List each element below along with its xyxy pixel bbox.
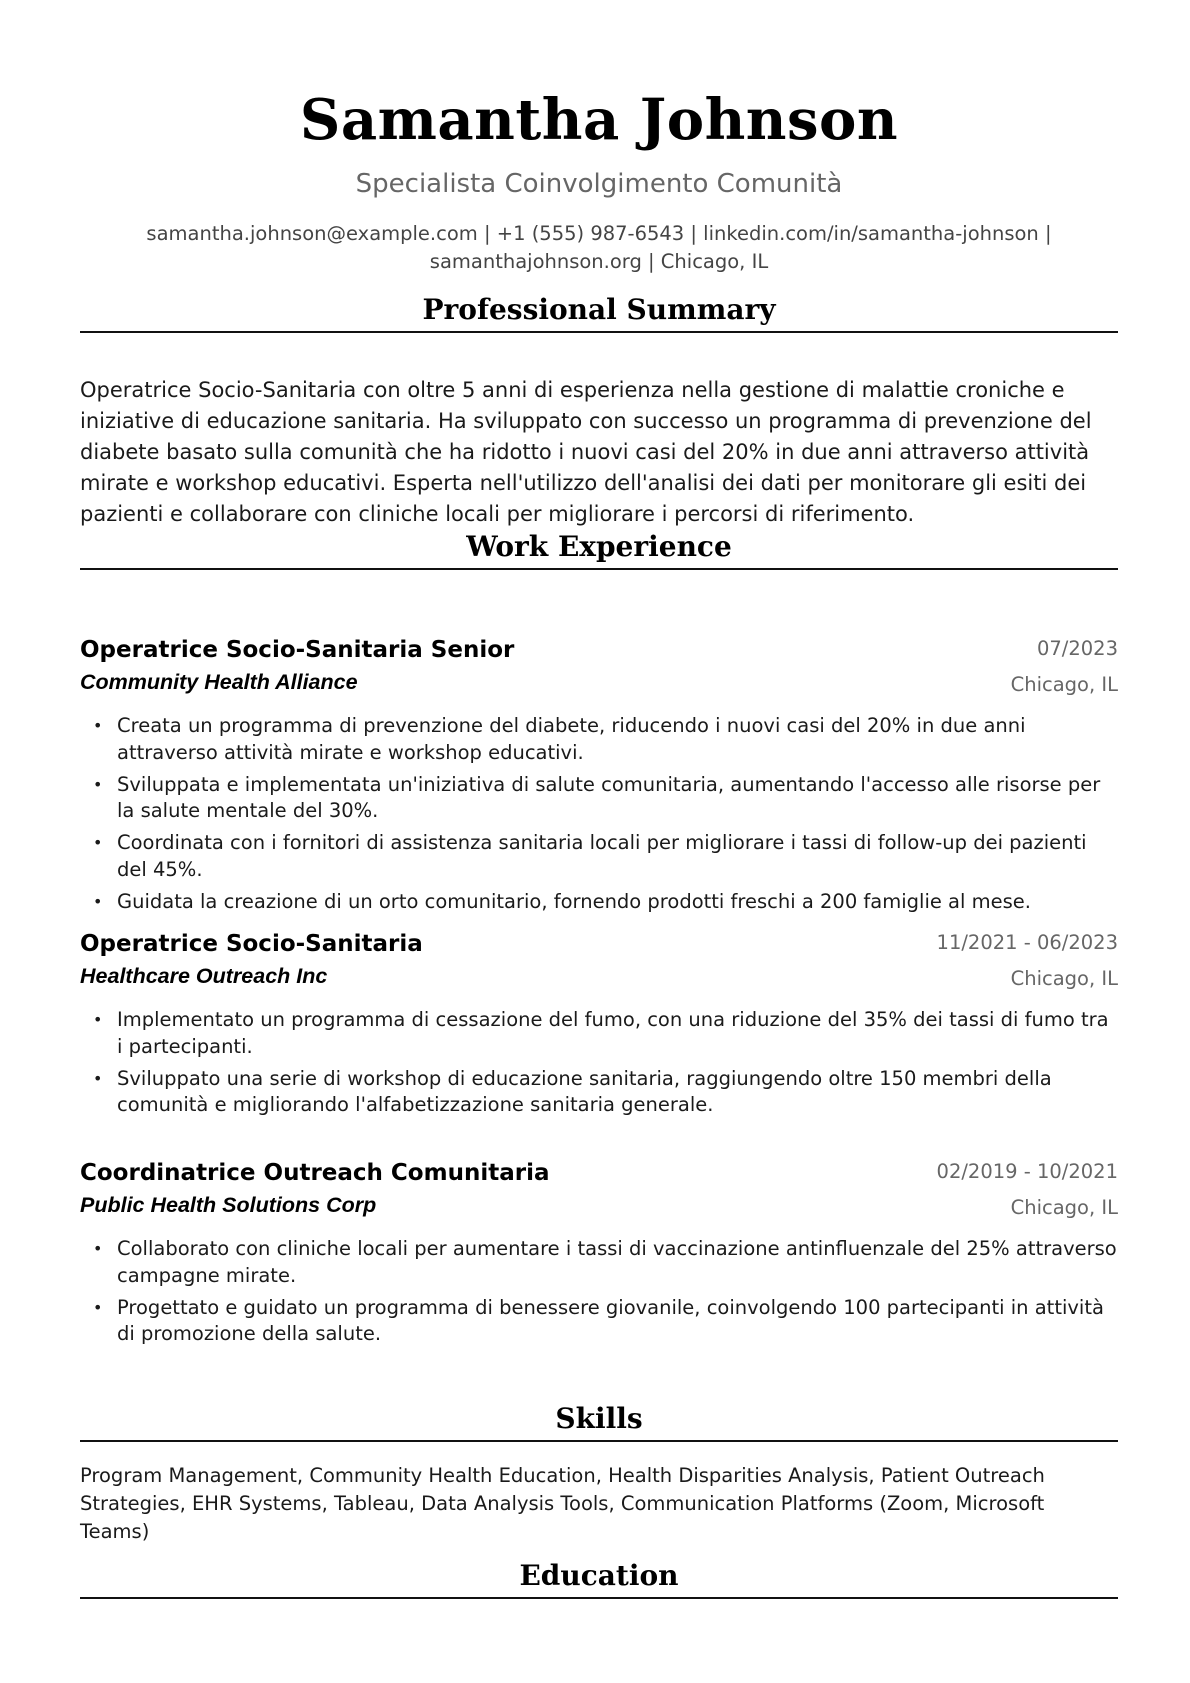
section-heading-education: Education (519, 1559, 679, 1592)
job-date: 02/2019 - 10/2021 (936, 1160, 1118, 1183)
bullet-text: Implementato un programma di cessazione del fumo, con una riduzione del 35% dei tassi di fumo tra i partecipanti. (117, 1008, 1109, 1058)
job-company: Healthcare Outreach Inc (80, 964, 328, 988)
bullet-item (80, 1295, 1118, 1348)
bullet-item (80, 1236, 1118, 1289)
job-bullets (80, 1236, 1118, 1353)
bullet-item (80, 713, 1118, 766)
job-location: Chicago, IL (1010, 1196, 1118, 1219)
bullet-item (80, 1007, 1118, 1060)
job-company: Community Health Alliance (80, 670, 358, 694)
bullet-text: Sviluppato una serie di workshop di educazione sanitaria, raggiungendo oltre 150 membri della comunità e migliorando l'alfabetizzazione sanitaria generale. (117, 1066, 1052, 1116)
job-role: Operatrice Socio-Sanitaria (80, 931, 423, 957)
summary-text: Operatrice Socio-Sanitaria con oltre 5 anni di esperienza nella gestione di malattie croniche e iniziative di educazione sanitaria. Ha sviluppato con successo un programma di prevenzione del diabete basato sulla comunità che ha ridotto i nuovi casi del 20% in due anni attraverso attività mirate e workshop educativi. Esperta nell'utilizzo dell'analisi dei dati per monitorare gli esiti dei pazienti e collaborare con cliniche locali per migliorare i percorsi di riferimento. (80, 378, 1092, 526)
job-bullets (80, 713, 1118, 921)
contact-line-1: samantha.johnson@example.com | +1 (555) 987-6543 | linkedin.com/in/samantha-johnson | (146, 222, 1052, 245)
job-company: Public Health Solutions Corp (80, 1193, 377, 1217)
candidate-title: Specialista Coinvolgimento Comunità (355, 169, 843, 199)
job-role: Operatrice Socio-Sanitaria Senior (80, 637, 515, 663)
job-location: Chicago, IL (1010, 967, 1118, 990)
section-heading-experience: Work Experience (466, 530, 732, 563)
bullet-marker: • (93, 774, 103, 794)
bullet-marker: • (93, 1068, 103, 1088)
section-heading-summary: Professional Summary (422, 293, 776, 326)
section-divider (80, 1597, 1118, 1599)
bullet-marker: • (93, 833, 103, 852)
bullet-item (80, 830, 1118, 883)
skills-text: Program Management, Community Health Education, Health Disparities Analysis, Patient Outreach Strategies, EHR Systems, Tableau, Data Analysis Tools, Communication Platforms (Zoom, Microsoft Teams) (80, 1464, 1045, 1543)
contact-info (140, 220, 1058, 276)
bullet-item (80, 772, 1118, 825)
bullet-item (80, 1066, 1118, 1119)
bullet-text: Creata un programma di prevenzione del diabete, riducendo i nuovi casi del 20% in due anni attraverso attività mirate e workshop educativi. (117, 714, 1026, 764)
bullet-marker: • (93, 1010, 103, 1029)
job-date: 11/2021 - 06/2023 (936, 931, 1118, 954)
bullet-marker: • (93, 891, 103, 911)
bullet-item (80, 889, 1118, 916)
bullet-text: Progettato e guidato un programma di benessere giovanile, coinvolgendo 100 partecipanti in attività di promozione della salute. (117, 1295, 1104, 1345)
section-divider (80, 331, 1118, 333)
bullet-text: Collaborato con cliniche locali per aumentare i tassi di vaccinazione antinfluenzale del 25% attraverso campagne mirate. (117, 1237, 1117, 1287)
job-location: Chicago, IL (1010, 673, 1118, 696)
bullet-marker: • (93, 1297, 103, 1317)
bullet-text: Coordinata con i fornitori di assistenza sanitaria locali per migliorare i tassi di follow-up dei pazienti del 45%. (117, 831, 1087, 881)
contact-line-2: samanthajohnson.org | Chicago, IL (429, 250, 769, 273)
job-bullets (80, 1007, 1118, 1124)
bullet-marker: • (93, 716, 103, 735)
candidate-name: Samantha Johnson (299, 87, 899, 153)
section-heading-skills: Skills (555, 1402, 643, 1435)
job-role: Coordinatrice Outreach Comunitaria (80, 1160, 550, 1186)
section-divider (80, 568, 1118, 570)
job-date: 07/2023 (1036, 637, 1118, 660)
bullet-text: Sviluppata e implementata un'iniziativa di salute comunitaria, aumentando l'accesso alle risorse per la salute mentale del 30%. (117, 772, 1101, 822)
bullet-marker: • (93, 1239, 103, 1258)
bullet-text: Guidata la creazione di un orto comunitario, fornendo prodotti freschi a 200 famiglie al mese. (117, 889, 1031, 913)
section-divider (80, 1440, 1118, 1442)
